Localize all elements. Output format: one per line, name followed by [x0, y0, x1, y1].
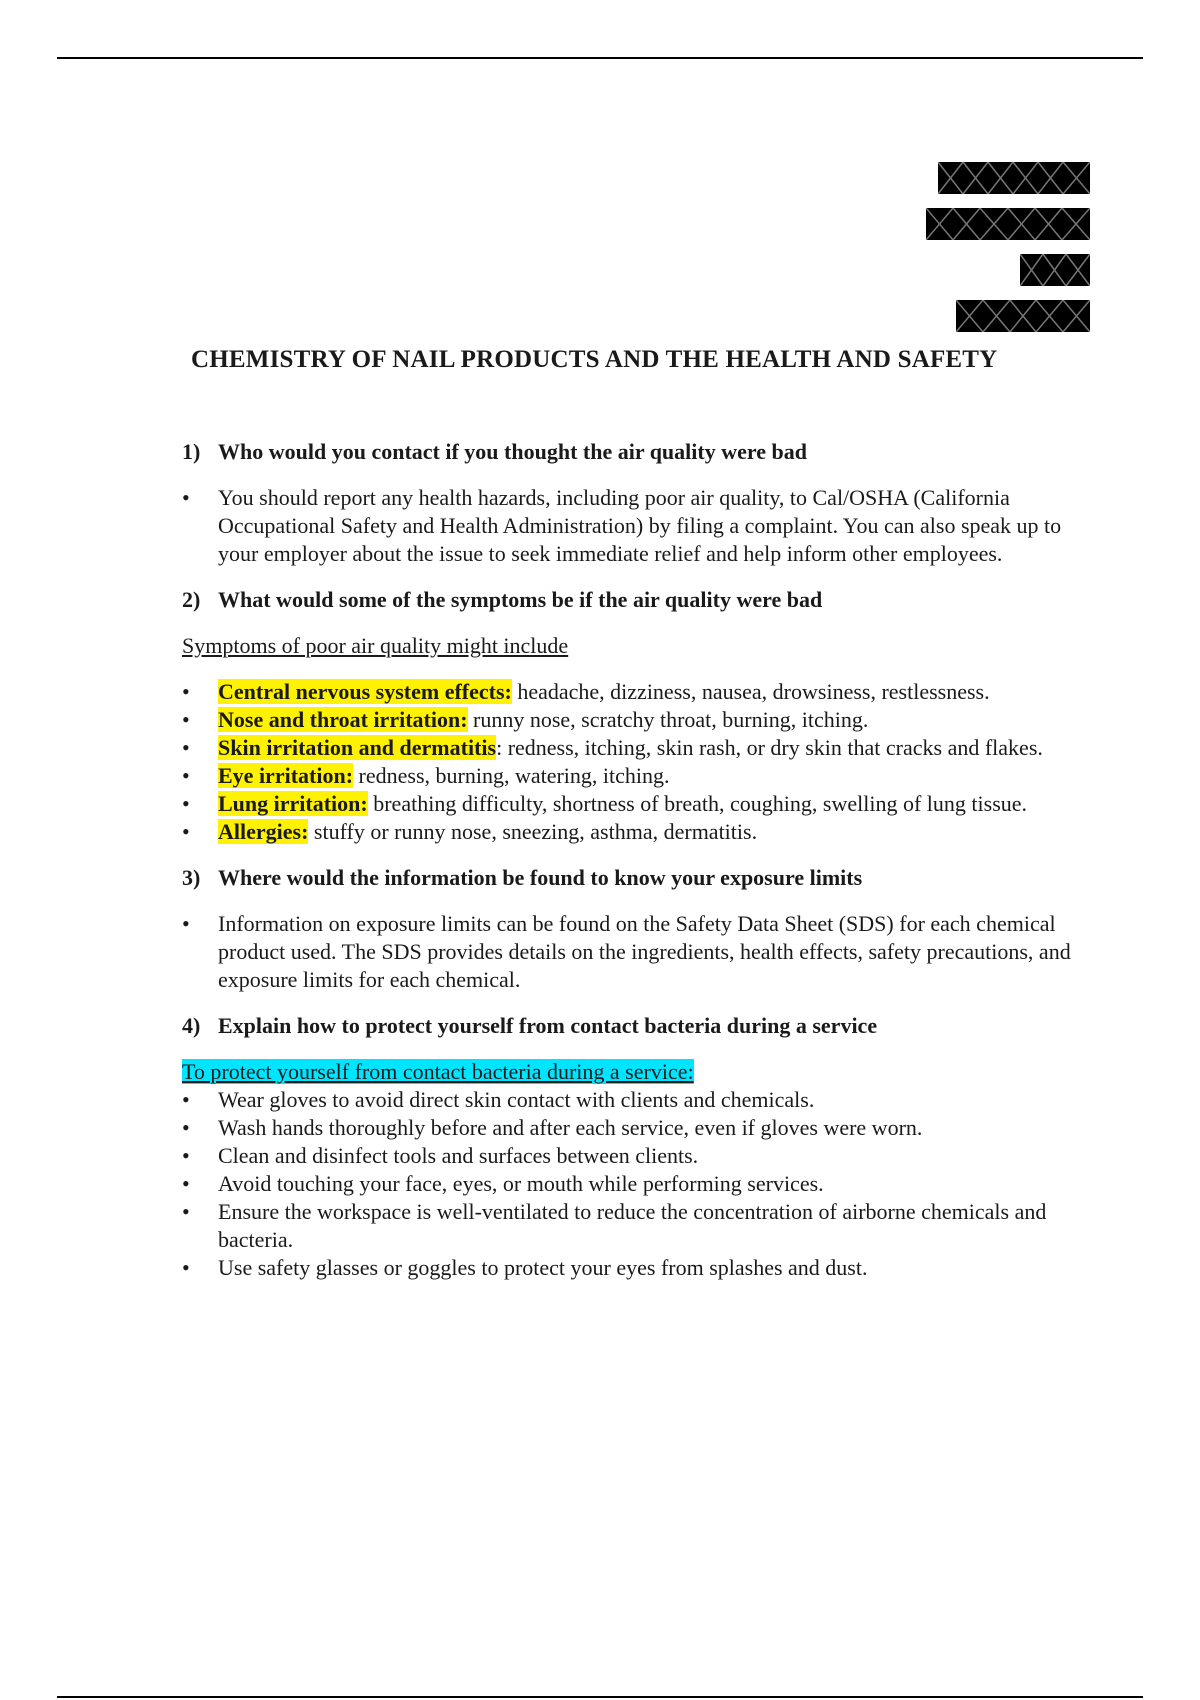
list-item	[182, 762, 1092, 790]
protection-intro	[182, 1058, 1092, 1086]
redaction-block	[1020, 254, 1090, 286]
question-4	[182, 1012, 1092, 1040]
question-text: Who would you contact if you thought the air quality were bad	[218, 439, 807, 464]
list-item: • Clean and disinfect tools and surfaces between clients.	[182, 1142, 1092, 1170]
list-item	[182, 790, 1092, 818]
symptom-text: : redness, itching, skin rash, or dry skin that cracks and flakes.	[496, 735, 1043, 760]
redaction-block	[938, 162, 1090, 194]
redaction-block	[956, 300, 1090, 332]
symptoms-list	[182, 678, 1092, 846]
bottom-rule	[57, 1696, 1143, 1698]
symptom-label: Allergies:	[218, 819, 309, 844]
protection-intro-text: To protect yourself from contact bacteria during a service:	[182, 1059, 694, 1084]
symptom-label: Lung irritation:	[218, 791, 368, 816]
question-text: Explain how to protect yourself from contact bacteria during a service	[218, 1013, 878, 1038]
symptom-text: stuffy or runny nose, sneezing, asthma, dermatitis.	[308, 819, 758, 844]
symptom-label: Eye irritation:	[218, 763, 354, 788]
symptom-label: Central nervous system effects:	[218, 679, 512, 704]
protection-list	[182, 1086, 1092, 1282]
top-rule	[57, 57, 1143, 59]
list-item	[182, 678, 1092, 706]
question-1	[182, 438, 1092, 466]
list-item	[182, 734, 1092, 762]
question-number: 3)	[182, 865, 201, 890]
list-item: • You should report any health hazards, including poor air quality, to Cal/OSHA (California Occupational Safety and Health Administration) by filing a complaint. You can also speak up to your employer about the issue to seek immediate relief and help inform other employees.	[182, 484, 1092, 568]
question-text: Where would the information be found to know your exposure limits	[218, 865, 863, 890]
symptom-text: redness, burning, watering, itching.	[353, 763, 670, 788]
symptom-label: Nose and throat irritation:	[218, 707, 468, 732]
question-number: 1)	[182, 439, 201, 464]
document-title: CHEMISTRY OF NAIL PRODUCTS AND THE HEALTH AND SAFETY	[191, 346, 998, 373]
list-item: • Wear gloves to avoid direct skin contact with clients and chemicals.	[182, 1086, 1092, 1114]
list-item: • Avoid touching your face, eyes, or mouth while performing services.	[182, 1170, 1092, 1198]
symptom-label: Skin irritation and dermatitis	[218, 735, 497, 760]
question-number: 4)	[182, 1013, 201, 1038]
question-number: 2)	[182, 587, 201, 612]
question-text: What would some of the symptoms be if the air quality were bad	[218, 587, 823, 612]
answer-3-list	[182, 910, 1092, 994]
symptom-text: breathing difficulty, shortness of breath, coughing, swelling of lung tissue.	[367, 791, 1028, 816]
list-item: • Wash hands thoroughly before and after each service, even if gloves were worn.	[182, 1114, 1092, 1142]
document-body	[182, 438, 1092, 1300]
list-item: • Use safety glasses or goggles to protect your eyes from splashes and dust.	[182, 1254, 1092, 1282]
question-3	[182, 864, 1092, 892]
question-2	[182, 586, 1092, 614]
list-item: • Ensure the workspace is well-ventilated to reduce the concentration of airborne chemicals and bacteria.	[182, 1198, 1092, 1254]
list-item: • Information on exposure limits can be found on the Safety Data Sheet (SDS) for each chemical product used. The SDS provides details on the ingredients, health effects, safety precautions, and exposure limits for each chemical.	[182, 910, 1092, 994]
redaction-block	[926, 208, 1090, 240]
list-item	[182, 706, 1092, 734]
symptoms-intro: Symptoms of poor air quality might include	[182, 633, 569, 658]
symptom-text: runny nose, scratchy throat, burning, itching.	[467, 707, 869, 732]
symptom-text: headache, dizziness, nausea, drowsiness, restlessness.	[511, 679, 990, 704]
answer-1-list	[182, 484, 1092, 568]
list-item	[182, 818, 1092, 846]
